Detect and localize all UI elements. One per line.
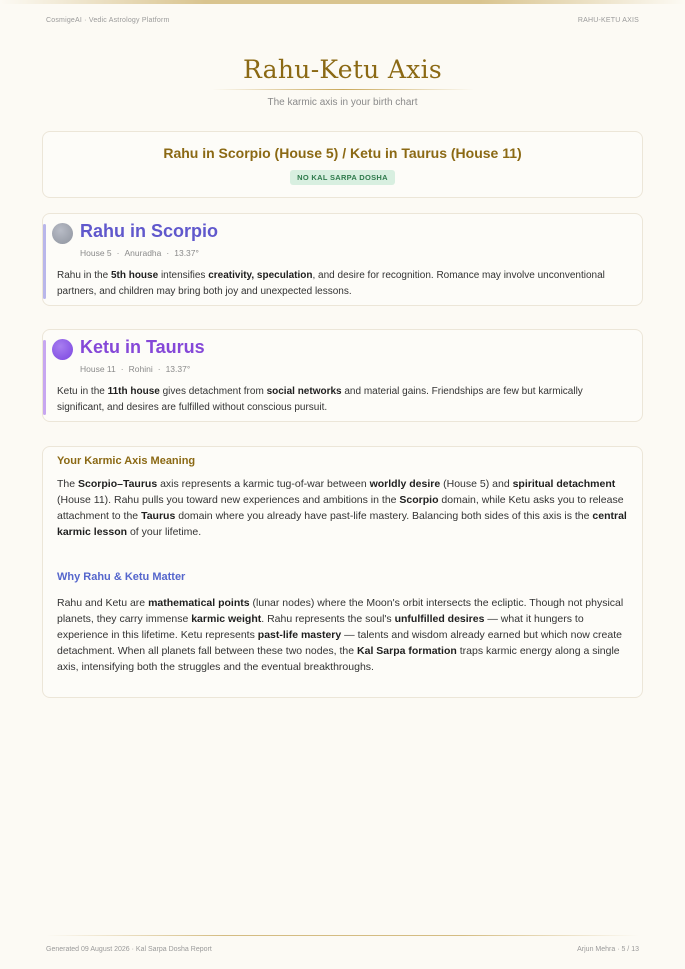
header-brand: CosmigeAI · Vedic Astrology Platform: [46, 17, 170, 24]
ketu-house: House 11: [80, 364, 116, 374]
rahu-house: House 5: [80, 248, 112, 258]
title-divider: [212, 89, 474, 90]
footer-page-number: Arjun Mehra · 5 / 13: [577, 946, 639, 953]
ketu-title: Ketu in Taurus: [80, 337, 205, 357]
karmic-meaning-text: The Scorpio–Taurus axis represents a karmic tug-of-war between worldly desire (House 5) and spiritual detachment (House 11). Rahu pulls you toward new experiences and ambitions in the Scorpio domain, while Ketu asks you to release attachment to the Taurus domain where you already have past-life mastery. Balancing both sides of this axis is the central karmic lesson of your lifetime.: [57, 478, 627, 538]
axis-summary-heading: Rahu in Scorpio (House 5) / Ketu in Taurus (House 11): [163, 145, 522, 161]
kal-sarpa-status-badge: NO KAL SARPA DOSHA: [290, 170, 395, 185]
ketu-nakshatra: Rohini: [128, 364, 153, 374]
rahu-title: Rahu in Scorpio: [80, 221, 219, 241]
ketu-meta: House 11 · Rohini · 13.37°: [80, 364, 191, 374]
rahu-accent-bar: [43, 224, 46, 299]
rahu-description: Rahu in the 5th house intensifies creativity, speculation, and desire for recognition. Romance may involve unconventional partners, and children may bring both joy and unexpected lessons.: [57, 270, 605, 297]
rahu-degree: 13.37°: [174, 248, 199, 258]
ketu-degree: 13.37°: [165, 364, 191, 374]
footer-generated: Generated 09 August 2026 · Kal Sarpa Dosha Report: [46, 946, 212, 953]
page-subtitle: The karmic axis in your birth chart: [267, 97, 418, 108]
ketu-planet-icon: [52, 339, 73, 360]
rahu-planet-icon: [52, 223, 73, 244]
ketu-card: [42, 329, 643, 422]
top-accent-bar: [0, 0, 685, 4]
karmic-meaning-card: [42, 446, 643, 698]
axis-summary-card: [42, 131, 643, 198]
karmic-meaning-heading: Your Karmic Axis Meaning: [57, 455, 196, 467]
ketu-description: Ketu in the 11th house gives detachment from social networks and material gains. Friendships are few but karmically significant, and desires are fulfilled without conscious pursuit.: [57, 386, 583, 413]
rahu-nakshatra: Anuradha: [124, 248, 162, 258]
footer-divider: [46, 935, 639, 936]
rahu-card: [42, 213, 643, 306]
rahu-meta: House 5 · Anuradha · 13.37°: [80, 248, 199, 258]
why-nodes-text: Rahu and Ketu are mathematical points (lunar nodes) where the Moon's orbit intersects the ecliptic. Though not physical planets, they carry immense karmic weight. Rahu represents the soul's unfulfilled desires — what it hungers to experience in this lifetime. Ketu represents past-life mastery — talents and wisdom already earned but which now create detachment. When all planets fall between these two nodes, the Kal Sarpa formation traps karmic energy along a single axis, intensifying both the struggles and the eventual breakthroughs.: [57, 597, 624, 673]
ketu-accent-bar: [43, 340, 46, 415]
page-title: Rahu-Ketu Axis: [242, 55, 443, 84]
why-nodes-heading: Why Rahu & Ketu Matter: [57, 571, 186, 583]
header-section-label: RAHU-KETU AXIS: [577, 17, 639, 24]
